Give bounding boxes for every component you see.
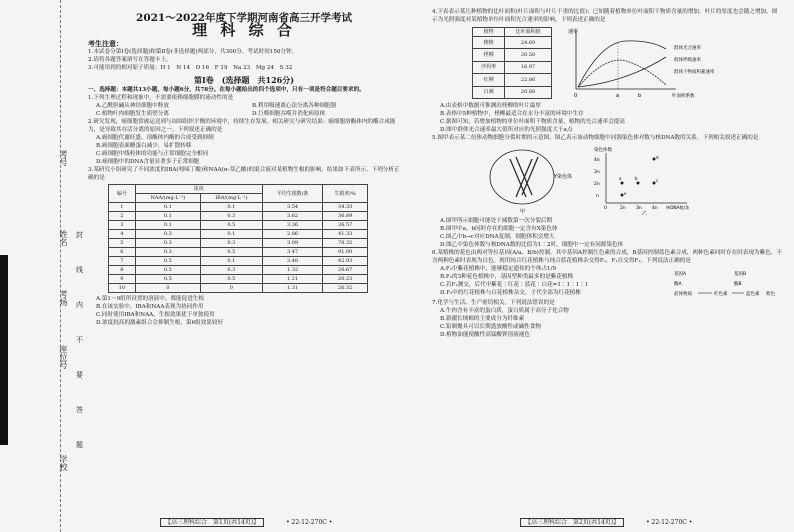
table-cell: 0.3: [201, 212, 263, 221]
q4-option-a: A.由表格中数据可推测出柽柳的叶片最厚: [440, 103, 541, 109]
table-row: [473, 37, 552, 49]
right-column: [432, 8, 782, 339]
q2-option-b: B.癌细胞表面糖蛋白减少，易扩散转移: [96, 143, 192, 149]
diagram-label: 紫色: [766, 292, 775, 297]
q4-option-c: C.据图可知，若增加植物的单位叶面积干物质含量，植物的光合速率会提高: [440, 119, 625, 125]
table-cell: 9: [109, 275, 136, 284]
gutter-seal-char: 题: [76, 441, 83, 449]
q4-chart-tick: 0: [574, 93, 578, 99]
q3-option-c: C.同时使用IBA和NAA，生根效果优于单独使用: [96, 312, 215, 318]
table-cell: 3.48: [262, 257, 323, 266]
table-cell: 26.32: [323, 284, 368, 293]
table-row: [109, 221, 368, 230]
table-cell: 3.09: [262, 239, 323, 248]
table-cell: 7: [109, 257, 136, 266]
table-row: [109, 248, 368, 257]
table-cell: 0.1: [135, 203, 200, 212]
notice-item: 3.可能用到的相对原子质量：H 1 N 14 O 16 F 19 Na 23 Mg 24 S 32: [88, 65, 293, 71]
q6-option-a: A.F₂中紫花植株中，能够稳定遗传的个体占1/9: [440, 266, 557, 272]
table-cell: 24.69: [505, 37, 552, 49]
table-cell: 1.31: [262, 284, 323, 293]
q4-option-b: B.表格中5种植物中，柽柳最适合在水分丰富的环境中生存: [440, 111, 584, 117]
table-cell: 20.50: [505, 49, 552, 61]
table-cell: 3.54: [262, 203, 323, 212]
q2-stem: 2.研究发现，癌细胞常被运送到与周围组织平衡的环境中，持续生存发展。相关研究与研究结果：癌细胞溶酶体内的酶合成能力，是导致其存活分离的原因之一。下列叙述正确的是: [88, 119, 396, 133]
diagram-label: 红色素: [714, 292, 728, 297]
q4-respiration-curve: [578, 57, 666, 87]
section-intro: 一、选择题：本题共13小题，每小题6分，共78分。在每小题给出的四个选项中，只有一项是符合题目要求的。: [88, 87, 365, 93]
q4-stem: 4.下表表示某几种植物的比叶面积(叶片面积与叶片干重的比值)；已知随着植物单位叶面积干物质含量的增加，叶片的厚度也会随之增加。图示为光照强度对某植物单位叶面积光合速率的影响。下列表述正确的是: [432, 9, 778, 23]
left-column: [88, 8, 400, 327]
table-cell: 0.3: [201, 239, 263, 248]
q4-table-header: 比叶面积值: [505, 28, 552, 37]
table-cell: 红柳: [473, 74, 505, 86]
q4-figures: [472, 27, 782, 99]
q6-stem: 6.某植株的花色由两对等位基因(A/a、B/b)控制，其中基因A控制红色素的合成，B基因控制蓝色素合成，两种色素同时存在时表现为紫色，不含两种色素时表现为白色。现用纯合红花植株与纯合蓝花植株杂交得F₁，F₁自交得F₂。下列说法正确的是: [432, 250, 782, 264]
q4-chart-tick: a: [616, 93, 620, 99]
q5-ytick: 3n: [594, 170, 600, 175]
table-row: [473, 86, 552, 98]
gutter-seal-char: 答: [76, 406, 83, 414]
q4-chart-tick: b: [638, 93, 642, 99]
table-cell: 白刺: [473, 86, 505, 98]
gutter-seal-char: 内: [76, 301, 83, 309]
table-cell: 78.32: [323, 239, 368, 248]
q5-point-label: c: [656, 178, 659, 183]
q7-option-b: B.新疆长绒棉的主要成分为纤维素: [440, 316, 525, 322]
table-cell: 梭梭: [473, 37, 505, 49]
notice-heading: 考生注意：: [88, 39, 123, 48]
q6-option-d: D.F₂中的红花植株与白花植株杂交，子代全部为红花植株: [440, 290, 581, 296]
table-cell: 4: [109, 230, 136, 239]
q7-option-c: C.铝制餐具可以长期盛放酸性或碱性食物: [440, 324, 541, 330]
q5-xtick: 2n: [620, 206, 626, 211]
q5-ytick: n: [596, 194, 599, 199]
q5-chart-xlabel: 核DNA数/条: [666, 205, 690, 210]
diagram-label: 酶A: [674, 282, 682, 287]
q5-cell-label: Y染色体: [554, 174, 572, 180]
q5-figures: [482, 145, 782, 215]
q5-point-label: e: [624, 191, 627, 196]
notice-item: 2.请将各题答案填写在答题卡上。: [88, 57, 172, 63]
table-cell: 6: [109, 248, 136, 257]
q5-figure-label: 乙: [642, 211, 648, 215]
q5-option-b: B.图甲中a、b同时存在的细胞一定含有X染色体: [440, 226, 558, 232]
table-cell: 0.5: [201, 248, 263, 257]
q4-photosynthesis-curve: [578, 41, 666, 87]
notice-item: 1.本试卷分第Ⅰ卷(选择题)和第Ⅱ卷(非选择题)两部分，共300分。考试时间150分钟。: [88, 49, 298, 55]
table-cell: 柽柳: [473, 49, 505, 61]
table-row: [109, 257, 368, 266]
table-cell: 3: [109, 221, 136, 230]
table-cell: 0.5: [201, 221, 263, 230]
gutter-label-exam-number: 考号: [59, 150, 68, 166]
q1-option-b: B.利用吸速离心法分离各种细胞器: [252, 103, 337, 109]
table-cell: 沙拐枣: [473, 61, 505, 73]
table-cell: 8: [109, 266, 136, 275]
subject-title: 理 科 综 合: [192, 21, 296, 39]
gutter-label-room: 考场: [59, 290, 68, 306]
gutter-label-seat: 座位号: [59, 345, 68, 369]
table-header: 编号: [109, 185, 136, 203]
table-cell: 0.1: [135, 221, 200, 230]
q5-xtick: 4n: [652, 206, 658, 211]
table-cell: 16.97: [505, 61, 552, 73]
table-cell: 26.67: [323, 266, 368, 275]
q4-legend-item: 群体光合速率: [674, 46, 701, 51]
table-cell: 1.21: [262, 275, 323, 284]
footer-code: • 22-12-270C •: [646, 519, 693, 526]
q2-option-d: D.癌细胞中的DNA含量显著多于正常细胞: [96, 159, 200, 165]
table-cell: 20.23: [323, 275, 368, 284]
footer-left: [160, 517, 332, 526]
diagram-label: 基因B: [734, 272, 747, 277]
exam-title: 2021～2022年度下学期河南省高三开学考试: [136, 12, 352, 24]
q5-point-b: [637, 182, 640, 185]
table-cell: 1: [109, 203, 136, 212]
table-row: [109, 275, 368, 284]
table-cell: 2.86: [262, 230, 323, 239]
q3-option-d: D.浓度较高的激素组合会抑制生根，第6组效果较好: [96, 320, 224, 326]
table-cell: 0.1: [201, 257, 263, 266]
gutter-seal-char: 要: [76, 371, 83, 379]
footer-page-label: 【高三理科综合 第2页(共14页)】: [520, 518, 624, 527]
table-cell: 0.3: [135, 230, 200, 239]
table-cell: 41.33: [323, 230, 368, 239]
table-row: [109, 212, 368, 221]
table-cell: 42.93: [323, 257, 368, 266]
section-title: 第Ⅰ卷 (选择题 共126分): [193, 75, 294, 85]
binding-gutter: [0, 0, 83, 532]
q1-options: [88, 102, 400, 118]
q5-option-d: D.图乙中染色体数与核DNA数的比值为1∶2时，细胞中一定有同源染色体: [440, 242, 624, 248]
table-cell: 36.57: [323, 221, 368, 230]
table-cell: 0.3: [201, 266, 263, 275]
q6-options: [432, 265, 672, 297]
q5-xtick: 0: [604, 206, 607, 211]
table-cell: 3.47: [262, 248, 323, 257]
footer-page-label: 【高三理科综合 第1页(共14页)】: [160, 518, 264, 527]
diagram-label: 酶B: [734, 282, 742, 287]
table-header: IBA/(mg·L⁻¹): [201, 194, 263, 203]
q4-option-d: D.图中群体光合速率最大值所对应的光照强度大于a点: [440, 127, 573, 133]
q6-option-c: C.若F₁测交，后代中紫花∶红花∶蓝花∶白花=1∶1∶1∶1: [440, 282, 589, 288]
table-row: [473, 49, 552, 61]
table-cell: 0.1: [201, 230, 263, 239]
table-row: [109, 266, 368, 275]
footer-code: • 22-12-270C •: [286, 519, 333, 526]
q1-option-d: D.巨噬细胞吞噬并消化病原体: [252, 111, 326, 117]
q5-point-label: a: [619, 176, 622, 181]
table-cell: 0.3: [135, 248, 200, 257]
table-cell: 0.3: [135, 239, 200, 248]
table-row: [473, 74, 552, 86]
table-cell: 10: [109, 284, 136, 293]
footer-right: [520, 517, 692, 526]
gutter-seal-char: 线: [76, 266, 83, 274]
table-group-header: 浓度: [135, 185, 262, 194]
q1-option-c: C.植物叶肉细胞发生质壁分离: [96, 111, 169, 117]
q4-legend-item: 群体干物质积累速率: [674, 70, 715, 75]
q5-chart-title: 染色体数: [594, 148, 612, 153]
table-row: [109, 284, 368, 293]
q1-stem: 1.下列生理过程和现象中，不需要依赖细胞膜的流动性的是: [88, 95, 234, 101]
q5-xtick: 3n: [636, 206, 642, 211]
q5-stem: 5.图甲表示某二倍体动物细胞分裂时期的示意图，图乙表示该动物细胞中同源染色体对数与核DNA数的关系。下列相关叙述正确的是: [432, 135, 759, 141]
q5-point-label: d: [656, 155, 659, 160]
table-header: 平均生根数/条: [262, 185, 323, 203]
q5-ytick: 2n: [594, 182, 600, 187]
table-cell: 0.5: [135, 275, 200, 284]
q3-stem: 3.某研究小组研究了不同浓度的IBA(吲哚丁酸)和NAA(α-萘乙酸)的混合液对某植物生根的影响，结果如下表所示。下列分析正确的是: [88, 167, 400, 181]
table-cell: 36.89: [323, 212, 368, 221]
q4-table: [472, 27, 552, 99]
q2-option-c: C.癌细胞中线粒体的功能与正常细胞完全相同: [96, 151, 209, 157]
diagram-label: 蓝色素: [746, 292, 760, 297]
q5-figure-label: 甲: [520, 209, 526, 215]
q4-chart-xlabel: 叶面积系数: [672, 94, 695, 99]
q5-cell-figure: [482, 145, 572, 215]
q7-option-a: A.牛肉含有丰富的蛋白质，蛋白质属于高分子化合物: [440, 308, 569, 314]
table-row: [109, 239, 368, 248]
table-cell: 3.36: [262, 221, 323, 230]
q7-option-d: D.植物油能使酸性高锰酸钾溶液褪色: [440, 332, 530, 338]
q3-data-table: [108, 184, 368, 293]
table-cell: 20.88: [505, 86, 552, 98]
q6-body: [432, 265, 782, 299]
gutter-label-school: 学校: [59, 455, 68, 471]
diagram-label: 基因A: [674, 272, 687, 277]
table-cell: 0: [135, 284, 200, 293]
table-cell: 22.86: [505, 74, 552, 86]
table-cell: 3.62: [262, 212, 323, 221]
table-row: [109, 203, 368, 212]
table-header: 生根率/%: [323, 185, 368, 203]
table-header: NAA/(mg·L⁻¹): [135, 194, 200, 203]
q7-stem: 7.化学与生活、生产密切相关，下列说法错误的是: [432, 300, 555, 306]
table-row: [109, 230, 368, 239]
table-cell: 0.5: [135, 266, 200, 275]
q5-point-a: [621, 182, 624, 185]
q3-option-a: A.第1～9组所设置的溶液中，都能促进生根: [96, 296, 205, 302]
q5-point-label: b: [635, 176, 638, 181]
q4-rate-chart: [566, 27, 716, 99]
scan-edge-bar: [0, 255, 8, 445]
q4-legend-item: 群体呼吸速率: [674, 58, 701, 63]
q4-chart-ylabel: 速率: [568, 29, 579, 35]
table-cell: 0.5: [135, 257, 200, 266]
q4-accumulation-curve: [578, 60, 666, 87]
q4-table-header: 植物: [473, 28, 505, 37]
q5-option-c: C.图乙中b→c对应DNA复制，细胞体积会增大: [440, 234, 555, 240]
q1-option-a: A.乙酰胆碱从神经细胞中释放: [96, 103, 169, 109]
table-cell: 2: [109, 212, 136, 221]
table-row: [473, 61, 552, 73]
q3-option-b: B.在该实验中，IBA和NAA表现为协同作用: [96, 304, 204, 310]
gutter-label-name: 姓名: [59, 230, 68, 246]
gutter-seal-char: 不: [76, 336, 83, 344]
table-cell: 0.1: [135, 212, 200, 221]
table-cell: 0: [201, 284, 263, 293]
table-cell: 0.5: [201, 275, 263, 284]
table-cell: 1.32: [262, 266, 323, 275]
table-cell: 0.1: [201, 203, 263, 212]
table-cell: 5: [109, 239, 136, 248]
gutter-seal-char: 封: [76, 231, 83, 239]
q6-pathway-diagram: [672, 265, 782, 299]
table-cell: 91.00: [323, 248, 368, 257]
table-cell: 34.33: [323, 203, 368, 212]
q2-option-a: A.癌细胞代谢旺盛，溶酶体内酶的合成受到抑制: [96, 135, 214, 141]
q5-option-a: A.图甲所示细胞可能处于减数第一次分裂后期: [440, 218, 553, 224]
q5-ytick: 4n: [594, 158, 600, 163]
diagram-label: 前体物质: [674, 292, 692, 297]
q5-scatter-chart: [592, 145, 702, 215]
q6-option-b: B.F₂的3种花色植株中，基因型种类最多的是紫花植株: [440, 274, 574, 280]
